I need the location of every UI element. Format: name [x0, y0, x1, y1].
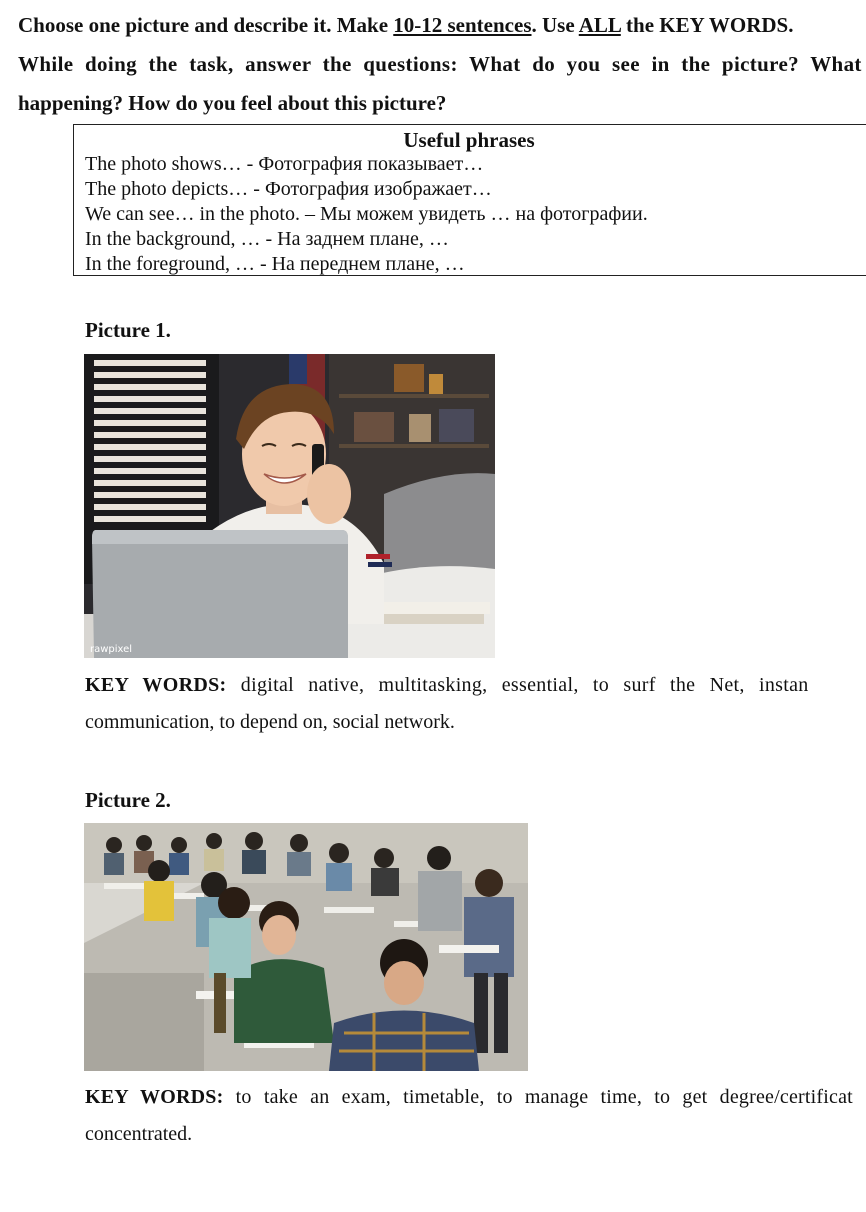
keywords-text: to take an exam, timetable, to manage time, to get degree/certificat: [235, 1086, 853, 1108]
picture-1-photo: [84, 354, 495, 658]
rawpixel-watermark: rawpixel: [90, 644, 133, 655]
keywords-text-continued: concentrated.: [85, 1123, 193, 1145]
phrase-item: The photo shows… - Фотография показывает…: [85, 153, 484, 175]
picture-2-keywords: [85, 1079, 866, 1153]
teen-with-laptop-illustration: [84, 354, 495, 658]
useful-phrases-title: Useful phrases: [403, 128, 535, 152]
keywords-text: digital native, multitasking, essential, to surf the Net, instan: [240, 674, 809, 696]
picture-2-title: Picture 2.: [85, 788, 171, 812]
keywords-text-continued: communication, to depend on, social network.: [85, 711, 455, 733]
sentence-count: 10-12 sentences: [393, 13, 532, 37]
useful-phrases-box: [73, 124, 866, 276]
keywords-label: KEY WORDS:: [85, 1086, 224, 1108]
task-line-1: Choose one picture and describe it. Make 10-12 sentences. Use ALL the KEY WORDS.: [18, 13, 794, 37]
exam-hall-illustration: [84, 823, 528, 1071]
phrase-item: In the foreground, … - На переднем плане, …: [85, 253, 465, 275]
phrase-item: The photo depicts… - Фотография изображает…: [85, 178, 492, 200]
picture-1-title: Picture 1.: [85, 318, 171, 342]
phrase-item: In the background, … - На заднем плане, …: [85, 228, 449, 250]
task-line-3: happening? How do you feel about this picture?: [18, 91, 447, 115]
phrase-item: We can see… in the photo. – Мы можем увидеть … на фотографии.: [85, 203, 648, 225]
picture-1-keywords: [85, 667, 866, 741]
task-instructions: [18, 6, 866, 123]
picture-2-photo: [84, 823, 528, 1071]
keywords-label: KEY WORDS:: [85, 674, 227, 696]
task-line-2: While doing the task, answer the questions: What do you see in the picture? What: [18, 52, 862, 76]
all-emphasis: ALL: [578, 13, 621, 37]
